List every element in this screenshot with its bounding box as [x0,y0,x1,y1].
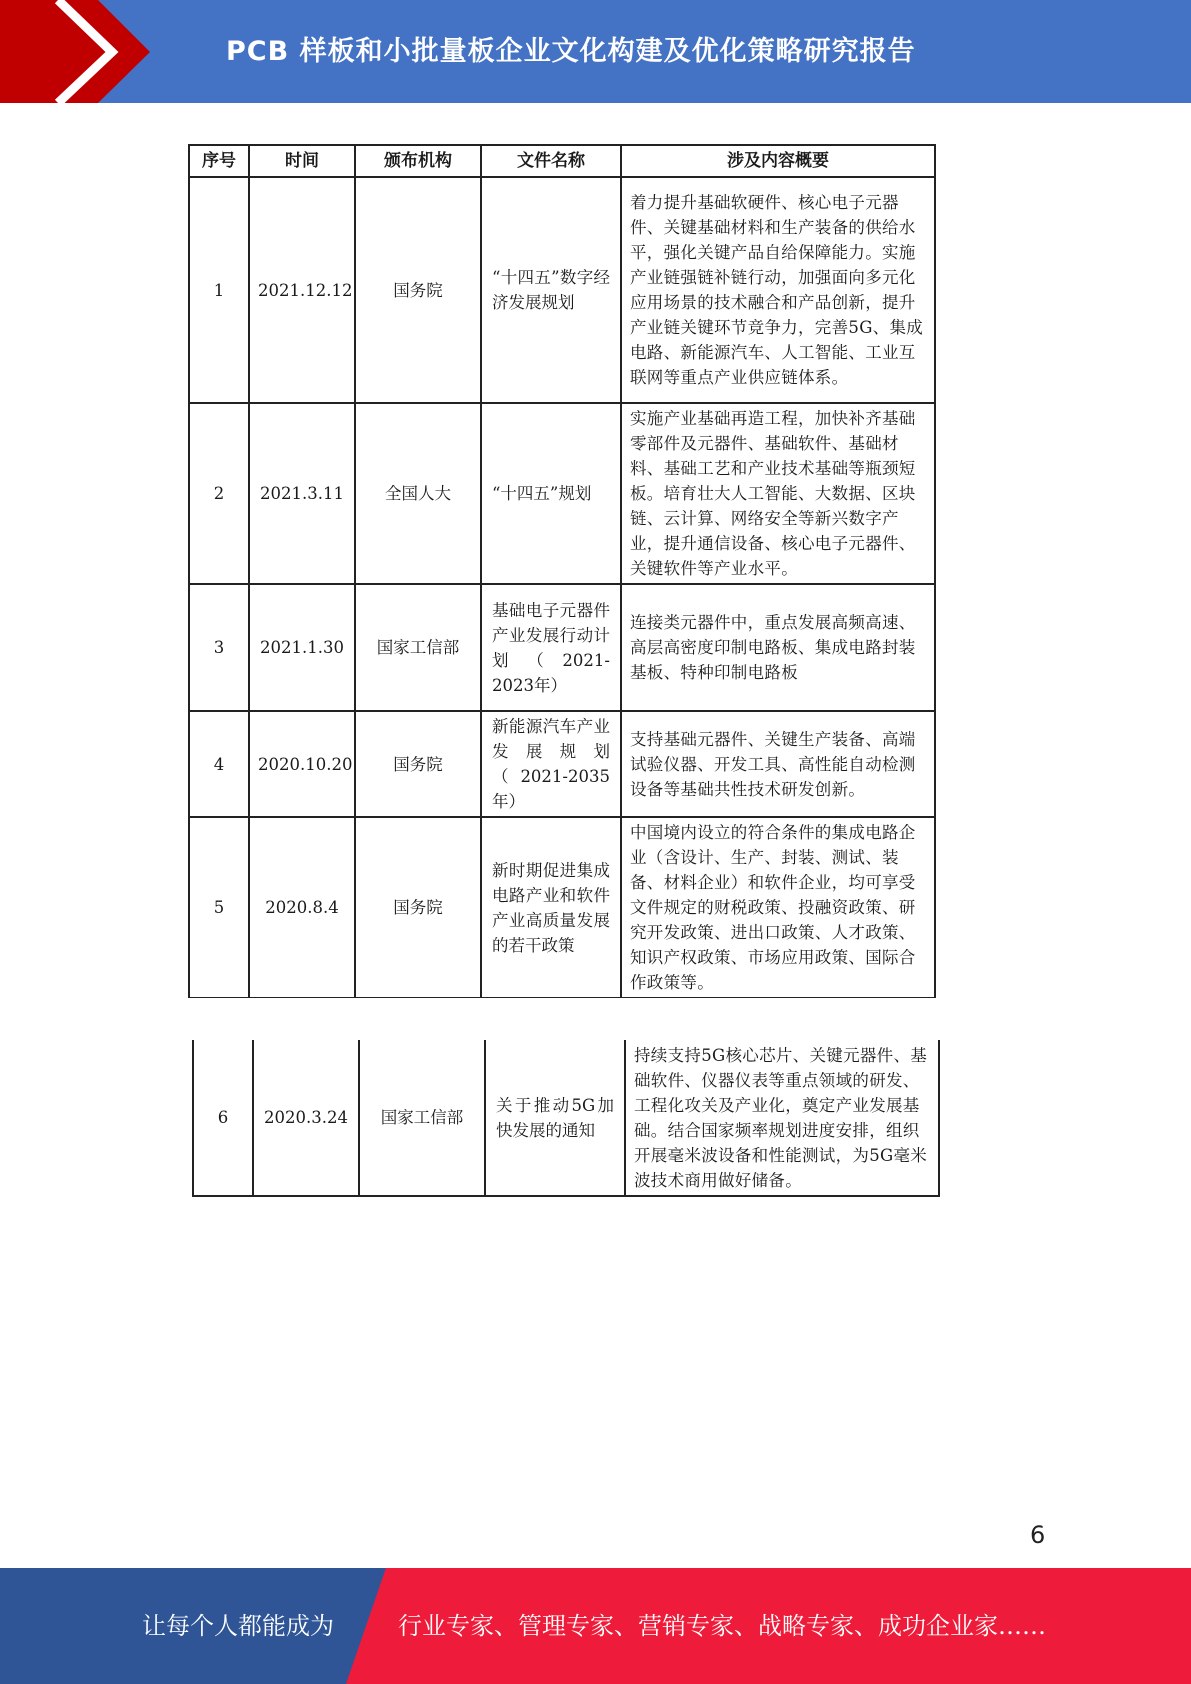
row-issuer: 国务院 [355,817,481,998]
row-summary: 中国境内设立的符合条件的集成电路企业（含设计、生产、封装、测试、装备、材料企业）和软件企业，均可享受文件规定的财税政策、投融资政策、研究开发政策、进出口政策、人才政策、知识产权政策、市场应用政策、国际合作政策等。 [621,817,935,998]
row-date: 2021.3.11 [249,403,355,584]
footer-slogan-right: 行业专家、管理专家、营销专家、战略专家、成功企业家…… [398,1612,1046,1640]
row-number: 3 [189,584,249,711]
row-document-name: 基础电子元器件产业发展行动计划（2021-2023年） [481,584,621,711]
footer-slogan-left: 让每个人都能成为 [142,1612,334,1640]
row-summary: 连接类元器件中，重点发展高频高速、高层高密度印制电路板、集成电路封装基板、特种印制电路板 [621,584,935,711]
row-date: 2020.8.4 [249,817,355,998]
row-number: 1 [189,177,249,403]
row-document-name: 关于推动5G加快发展的通知 [485,1040,625,1196]
row-document-name: “十四五”规划 [481,403,621,584]
column-header-summary: 涉及内容概要 [621,145,935,177]
row-document-name: 新能源汽车产业发展规划（2021-2035年） [481,711,621,817]
row-issuer: 国家工信部 [359,1040,485,1196]
table-row [193,1040,939,1196]
row-summary: 着力提升基础软硬件、核心电子元器件、关键基础材料和生产装备的供给水平，强化关键产品自给保障能力。实施产业链强链补链行动，加强面向多元化应用场景的技术融合和产品创新，提升产业链关键环节竞争力，完善5G、集成电路、新能源汽车、人工智能、工业互联网等重点产业供应链体系。 [621,177,935,403]
table-row [189,711,935,817]
table-header-row [189,145,935,177]
policy-table-continued [192,1040,940,1197]
column-header-issuer: 颁布机构 [355,145,481,177]
row-date: 2021.1.30 [249,584,355,711]
page-header [0,0,1191,111]
row-issuer: 全国人大 [355,403,481,584]
page-number: 6 [1030,1521,1046,1549]
row-number: 4 [189,711,249,817]
row-summary: 持续支持5G核心芯片、关键元器件、基础软件、仪器仪表等重点领域的研发、工程化攻关及产业化，奠定产业发展基础。结合国家频率规划进度安排，组织开展毫米波设备和性能测试，为5G毫米波技术商用做好储备。 [625,1040,939,1196]
row-document-name: “十四五”数字经济发展规划 [481,177,621,403]
table-row [189,403,935,584]
row-summary: 支持基础元器件、关键生产装备、高端试验仪器、开发工具、高性能自动检测设备等基础共性技术研发创新。 [621,711,935,817]
row-date: 2020.3.24 [253,1040,359,1196]
column-header-no: 序号 [189,145,249,177]
column-header-date: 时间 [249,145,355,177]
table-row [189,177,935,403]
row-issuer: 国务院 [355,711,481,817]
table-row [189,584,935,711]
column-header-name: 文件名称 [481,145,621,177]
row-date: 2020.10.20 [249,711,355,817]
row-number: 2 [189,403,249,584]
row-document-name: 新时期促进集成电路产业和软件产业高质量发展的若干政策 [481,817,621,998]
row-issuer: 国务院 [355,177,481,403]
table-row [189,817,935,998]
page-footer [0,1568,1191,1684]
row-issuer: 国家工信部 [355,584,481,711]
row-date: 2021.12.12 [249,177,355,403]
row-number: 5 [189,817,249,998]
row-summary: 实施产业基础再造工程，加快补齐基础零部件及元器件、基础软件、基础材料、基础工艺和产业技术基础等瓶颈短板。培育壮大人工智能、大数据、区块链、云计算、网络安全等新兴数字产业，提升通信设备、核心电子元器件、关键软件等产业水平。 [621,403,935,584]
row-number: 6 [193,1040,253,1196]
policy-table [188,144,936,998]
report-title: PCB 样板和小批量板企业文化构建及优化策略研究报告 [226,36,916,67]
